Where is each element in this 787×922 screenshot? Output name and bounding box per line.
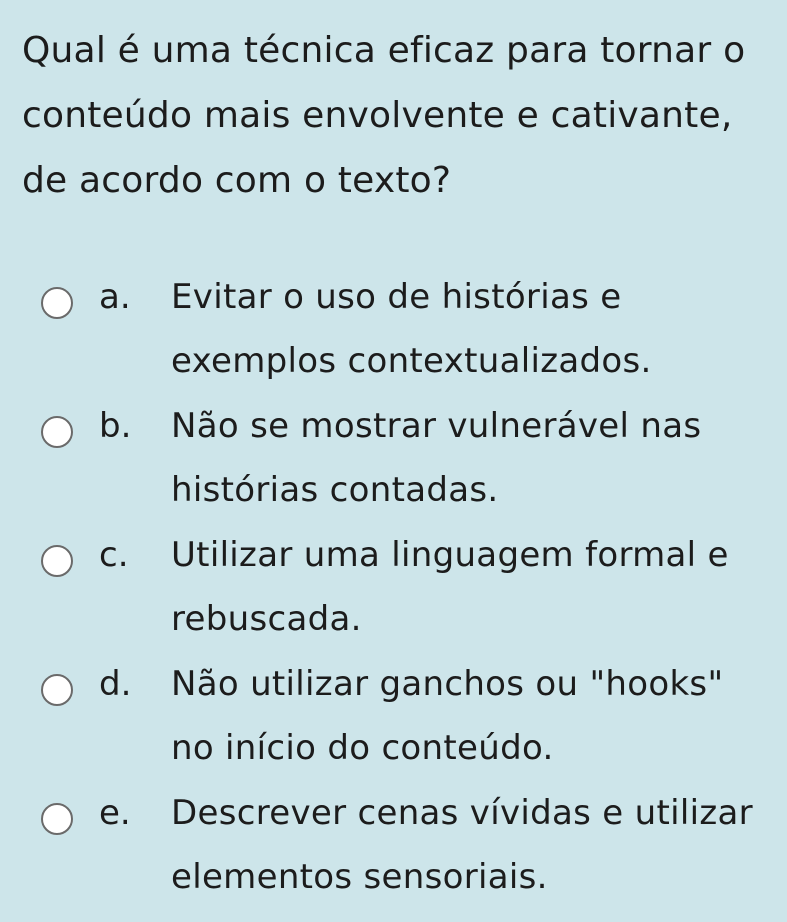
- radio-button-d[interactable]: [41, 674, 73, 706]
- option-letter: b.: [99, 406, 132, 446]
- radio-button-c[interactable]: [41, 545, 73, 577]
- option-text[interactable]: Não se mostrar vulnerável nas histórias contadas.: [171, 406, 702, 510]
- radio-button-a[interactable]: [41, 287, 73, 319]
- option-a[interactable]: [0, 265, 787, 394]
- question-text: Qual é uma técnica eficaz para tornar o conteúdo mais envolvente e cativante, de acordo com o texto?: [22, 30, 746, 201]
- option-letter: a.: [99, 277, 131, 317]
- option-c[interactable]: [0, 523, 787, 652]
- option-letter: c.: [99, 535, 129, 575]
- option-e[interactable]: [0, 781, 787, 910]
- option-text[interactable]: Utilizar uma linguagem formal e rebuscada.: [171, 535, 729, 639]
- radio-button-e[interactable]: [41, 803, 73, 835]
- option-text[interactable]: Evitar o uso de histórias e exemplos contextualizados.: [171, 277, 652, 381]
- option-text[interactable]: Não utilizar ganchos ou "hooks" no início do conteúdo.: [171, 664, 724, 768]
- option-letter: e.: [99, 793, 131, 833]
- option-d[interactable]: [0, 652, 787, 781]
- option-letter: d.: [99, 664, 132, 704]
- answer-options: [0, 265, 787, 910]
- option-text[interactable]: Descrever cenas vívidas e utilizar elementos sensoriais.: [171, 793, 753, 897]
- option-b[interactable]: [0, 394, 787, 523]
- radio-button-b[interactable]: [41, 416, 73, 448]
